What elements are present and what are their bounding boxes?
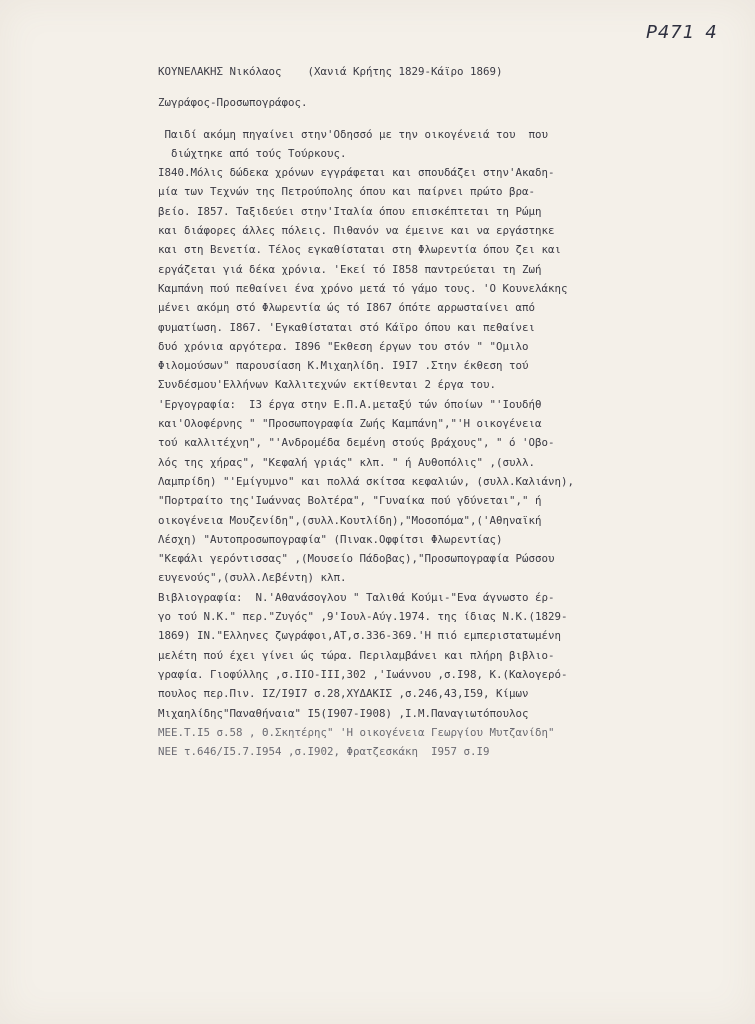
text-line: δυό χρόνια αργότερα. I896 "Εκθεση έργων του στόν " "Ομιλο [158,339,529,353]
text-line: διώχτηκε από τούς Τούρκους. [158,146,347,160]
text-line: μελέτη πού έχει γίνει ώς τώρα. Περιλαμβάνει και πλήρη βιβλιο- [158,648,555,662]
text-line: και στη Βενετία. Τέλος εγκαθίσταται στη Φλωρεντία όπου ζει και [158,243,562,257]
text-line: βείο. I857. Ταξιδεύει στην'Ιταλία όπου επισκέπτεται τη Ρώμη [158,204,542,218]
text-line: Λαμπρίδη) "'Εμίγυμνο" και πολλά σκίτσα κεφαλιών, (συλλ.Καλιάνη), [158,474,575,488]
text-line: Καμπάνη πού πεθαίνει ένα χρόνο μετά τό γάμο τους. 'Ο Κουνελάκης [158,281,568,295]
text-line: 1869) ΙΝ."Ελληνες ζωγράφοι,ΑΤ,σ.336-369.'Η πιό εμπεριστατωμένη [158,629,562,643]
typed-text-body [158,62,748,761]
text-line: 'Εργογραφία: I3 έργα στην Ε.Π.Α.μεταξύ τών όποίων "'Ιουδήθ [158,397,542,411]
text-line: ΚΟΥΝΕΛΑΚΗΣ Νικόλαος (Χανιά Κρήτης 1829-Κάϊρο 1869) [158,65,503,78]
text-line: "Κεφάλι γερόντισσας" ,(Μουσείο Πάδοβας),"Προσωπογραφία Ρώσσου [158,552,555,566]
line-gap [158,113,748,125]
text-line: και διάφορες άλλες πόλεις. Πιθανόν να έμεινε και να εργάστηκε [158,224,555,238]
text-line: ΝΕΕ τ.646/I5.7.I954 ,σ.I902, Φρατζεσκάκη I957 σ.I9 [158,745,490,759]
text-line: οικογένεια Μουζενίδη",(συλλ.Κουτλίδη),"Μοσοπόμα",('Αθηναϊκή [158,513,542,527]
text-line: Βιβλιογραφία: Ν.'Αθανάσογλου " Ταλιθά Κούμι-"Ενα άγνωστο έρ- [158,590,555,604]
text-line: πουλος περ.Πιν. ΙΖ/I9I7 σ.28,ΧΥΔΑΚΙΣ ,σ.246,43,I59, Κίμων [158,687,529,701]
text-line: γο τού Ν.Κ." περ."Ζυγός" ,9'Ιουλ-Αύγ.1974. της ίδιας Ν.Κ.(1829- [158,610,568,624]
text-line: Παιδί ακόμη πηγαίνει στην'Οδησσό με την οικογένειά του που [158,127,549,141]
line-gap [158,81,748,93]
text-line: Συνδέσμου'Ελλήνων Καλλιτεχνών εκτίθενται 2 έργα του. [158,378,497,392]
page-number: 4 [705,22,718,43]
text-line: λός της χήρας", "Κεφαλή γριάς" κλπ. " ή Αυθοπόλις" ,(συλλ. [158,455,536,469]
text-line: Μιχαηλίδης"Παναθήναια" I5(I907-I908) ,Ι.Μ.Παναγιωτόπουλος [158,706,529,720]
text-line: μένει ακόμη στό Φλωρεντία ώς τό I867 όπότε αρρωσταίνει από [158,301,536,315]
text-line: I840.Μόλις δώδεκα χρόνων εγγράφεται και σπουδάζει στην'Ακαδη- [158,166,555,180]
text-line: τού καλλιτέχνη", "'Ανδρομέδα δεμένη στούς βράχους", " ό 'Οβο- [158,436,555,450]
text-line: "Πορτραίτο της'Ιωάννας Βολτέρα", "Γυναίκα πού γδύνεται"," ή [158,494,542,508]
handwritten-corner-note [646,22,718,43]
text-line: Λέσχη) "Αυτοπροσωπογραφία" (Πινακ.Οφφίτσι Φλωρεντίας) [158,532,503,546]
text-line: εργάζεται γιά δέκα χρόνια. 'Εκεί τό I858 παντρεύεται τη Ζωή [158,262,542,276]
text-line: Ζωγράφος-Προσωπογράφος. [158,96,308,110]
text-line: φυματίωση. I867. 'Εγκαθίσταται στό Κάϊρο όπου και πεθαίνει [158,320,536,334]
text-line: μία των Τεχνών της Πετρούπολης όπου και παίρνει πρώτο βρα- [158,185,536,199]
text-line: ΜΕΕ.Τ.I5 σ.58 , Θ.Σκητέρης" 'Η οικογένεια Γεωργίου Μυτζανίδη" [158,725,555,739]
text-line: και'Ολοφέρνης " "Προσωπογραφία Ζωής Καμπάνη","'Η οικογένεια [158,417,542,431]
text-line: Φιλομούσων" παρουσίαση Κ.Μιχαηλίδη. I9I7 .Στην έκθεση τού [158,359,529,373]
archive-reference: P471 [646,22,696,43]
text-line: ευγενούς",(συλλ.Λεβέντη) κλπ. [158,571,347,585]
text-line: γραφία. Γιοφύλλης ,σ.IIO-III,302 ,'Ιωάννου ,σ.I98, Κ.(Καλογερό- [158,667,568,681]
